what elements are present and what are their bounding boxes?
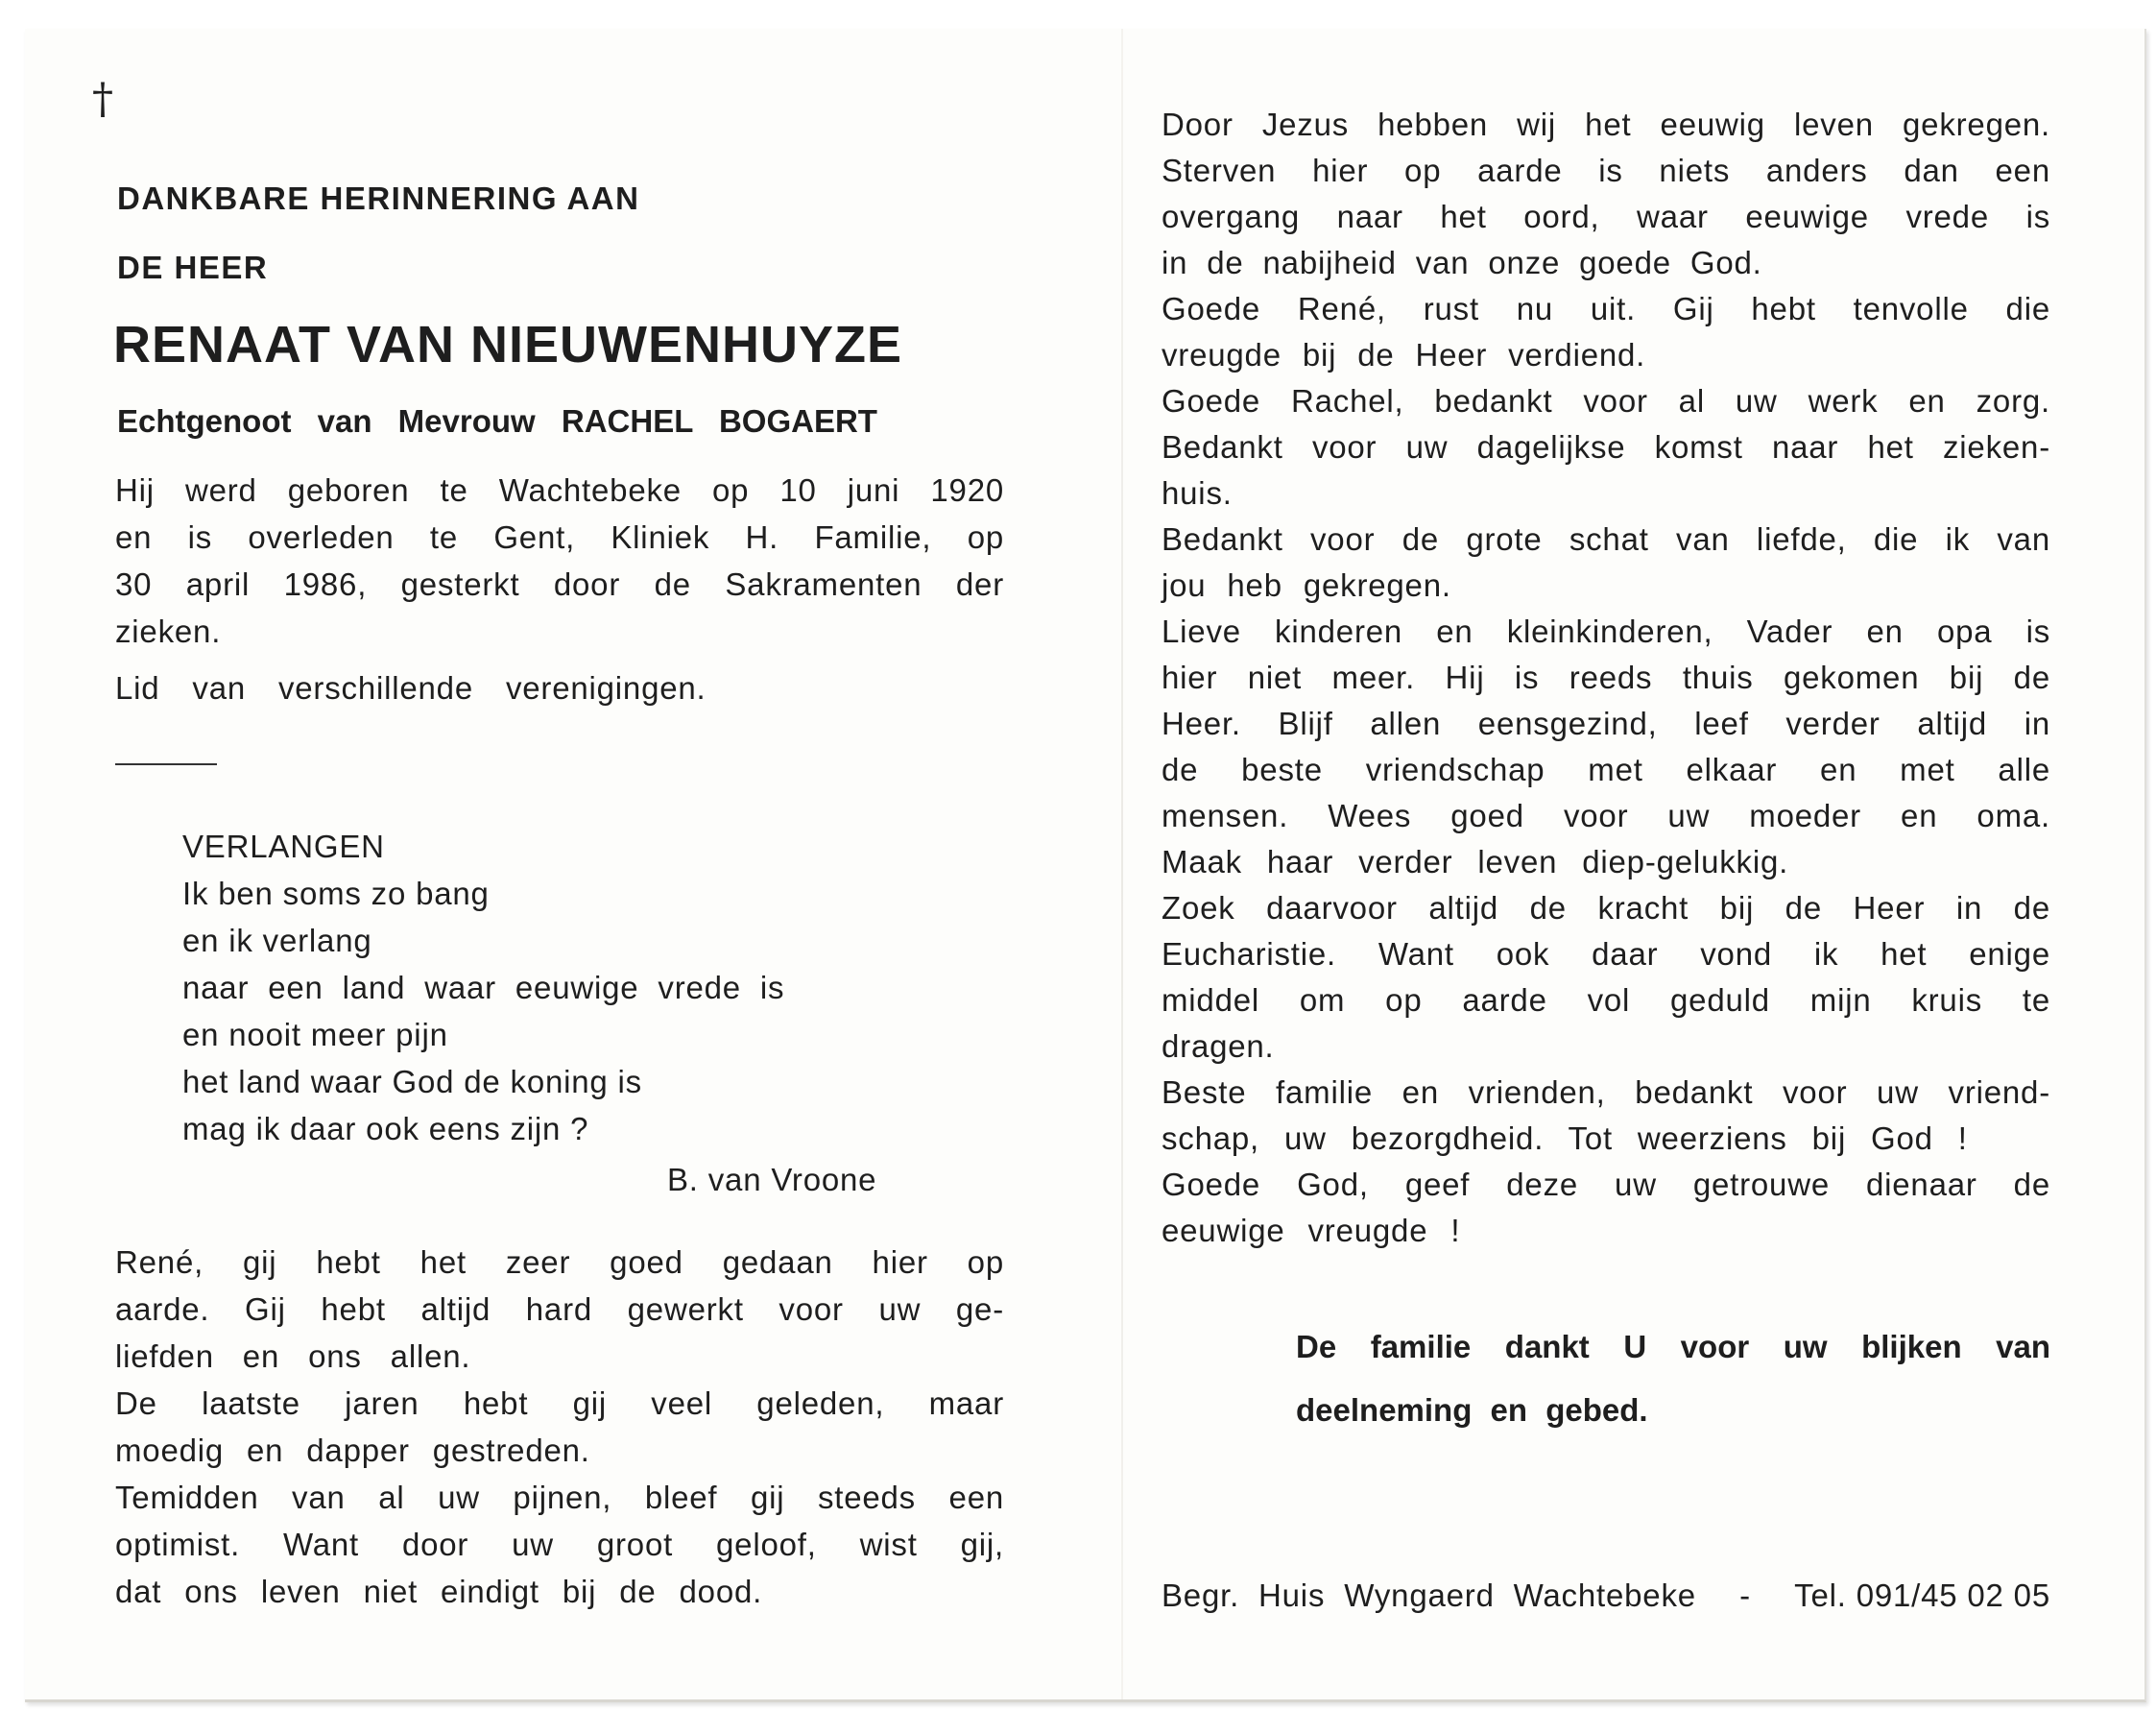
cross-icon: †	[92, 75, 113, 124]
text-line: Goede Rachel, bedankt voor al uw werk en zorg.	[1162, 383, 2050, 419]
text-line: De laatste jaren hebt gij veel geleden, maar	[115, 1385, 1004, 1421]
text-line: moedig en dapper gestreden.	[115, 1433, 590, 1468]
text-line: vreugde bij de Heer verdiend.	[1162, 337, 1646, 373]
text-line: eeuwige vreugde !	[1162, 1213, 1461, 1248]
farewell-text	[1162, 102, 2050, 1254]
poem-line: naar een land waar eeuwige vrede is	[182, 970, 785, 1005]
text-line: De familie dankt U voor uw blijken van	[1296, 1329, 2050, 1364]
text-line: jou heb gekregen.	[1162, 567, 1451, 603]
text-line: Hij werd geboren te Wachtebeke op 10 juni 1920	[115, 472, 1004, 508]
text-line: hier niet meer. Hij is reeds thuis gekomen bij de	[1162, 660, 2050, 695]
tribute-paragraph	[115, 1239, 1004, 1615]
text-line: huis.	[1162, 475, 1233, 511]
membership-line	[115, 664, 1004, 711]
poem-line: Ik ben soms zo bang	[182, 876, 490, 911]
poem-title: VERLANGEN	[182, 829, 385, 864]
text-line: Heer. Blijf allen eensgezind, leef verder altijd in	[1162, 706, 2050, 741]
text-line: René, gij hebt het zeer goed gedaan hier op	[115, 1244, 1004, 1280]
text-line: dat ons leven niet eindigt bij de dood.	[115, 1574, 763, 1609]
text-line: Sterven hier op aarde is niets anders dan een	[1162, 153, 2050, 188]
deceased-name: RENAAT VAN NIEUWENHUYZE	[113, 316, 903, 373]
text-line: Maak haar verder leven diep-gelukkig.	[1162, 844, 1789, 879]
poem-line: het land waar God de koning is	[182, 1064, 642, 1099]
text-line: aarde. Gij hebt altijd hard gewerkt voor uw ge-	[115, 1291, 1004, 1327]
text-line: deelneming en gebed.	[1296, 1392, 1648, 1428]
poem-author: B. van Vroone	[667, 1162, 877, 1197]
title-de-heer: DE HEER	[117, 250, 269, 285]
poem	[182, 823, 784, 1152]
poem-line: en ik verlang	[182, 923, 372, 958]
funeral-home-footer	[1162, 1578, 2050, 1614]
card-fold-line	[1121, 29, 1123, 1699]
text-line: in de nabijheid van onze goede God.	[1162, 245, 1762, 280]
text-line: Lid van verschillende verenigingen.	[115, 670, 707, 706]
text-line: en is overleden te Gent, Kliniek H. Familie, op	[115, 519, 1004, 555]
text-line: Bedankt voor uw dagelijkse komst naar het zieken-	[1162, 429, 2050, 465]
text-line: Lieve kinderen en kleinkinderen, Vader en opa is	[1162, 614, 2050, 649]
text-line: Bedankt voor de grote schat van liefde, die ik van	[1162, 521, 2050, 557]
text-line: liefden en ons allen.	[115, 1338, 471, 1374]
text-line: Goede René, rust nu uit. Gij hebt tenvolle die	[1162, 291, 2050, 326]
text-line: Door Jezus hebben wij het eeuwig leven gekregen.	[1162, 107, 2050, 142]
poem-line: en nooit meer pijn	[182, 1017, 448, 1052]
footer-separator: -	[1739, 1578, 1751, 1613]
text-line: overgang naar het oord, waar eeuwige vrede is	[1162, 199, 2050, 234]
family-thanks	[1296, 1315, 2050, 1442]
text-line: Beste familie en vrienden, bedankt voor uw vriend-	[1162, 1074, 2050, 1110]
text-line: middel om op aarde vol geduld mijn kruis te	[1162, 982, 2050, 1018]
text-line: Zoek daarvoor altijd de kracht bij de Heer in de	[1162, 890, 2050, 926]
spouse-line: Echtgenoot van Mevrouw RACHEL BOGAERT	[117, 403, 877, 439]
section-divider	[115, 763, 217, 765]
text-line: Temidden van al uw pijnen, bleef gij steeds een	[115, 1480, 1004, 1515]
text-line: schap, uw bezorgdheid. Tot weerziens bij God !	[1162, 1120, 1968, 1156]
poem-line: mag ik daar ook eens zijn ?	[182, 1111, 589, 1146]
text-line: optimist. Want door uw groot geloof, wist gij,	[115, 1527, 1004, 1562]
text-line: Eucharistie. Want ook daar vond ik het enige	[1162, 936, 2050, 972]
text-line: dragen.	[1162, 1028, 1275, 1064]
text-line: Goede God, geef deze uw getrouwe dienaar de	[1162, 1167, 2050, 1202]
remembrance-heading: DANKBARE HERINNERING AAN	[117, 181, 640, 216]
text-line: mensen. Wees goed voor uw moeder en oma.	[1162, 798, 2050, 833]
text-line: 30 april 1986, gesterkt door de Sakramenten der	[115, 566, 1004, 602]
funeral-home-phone: Tel. 091/45 02 05	[1794, 1578, 2050, 1613]
text-line: de beste vriendschap met elkaar en met alle	[1162, 752, 2050, 787]
text-line: zieken.	[115, 614, 222, 649]
birth-death-paragraph	[115, 467, 1004, 655]
funeral-home-name: Begr. Huis Wyngaerd Wachtebeke	[1162, 1578, 1696, 1613]
